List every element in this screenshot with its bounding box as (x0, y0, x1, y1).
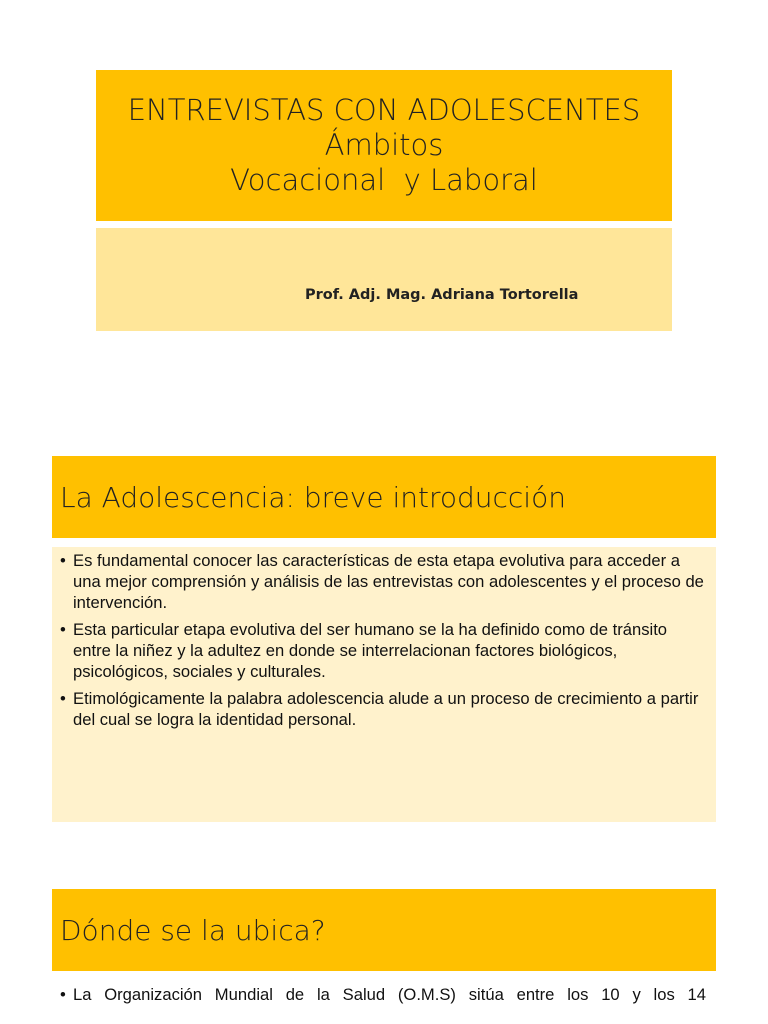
slide3-bullet-1: • La Organización Mundial de la Salud (O.M.S) sitúa entre los 10 y los 14 (60, 984, 706, 1005)
author-name: Prof. Adj. Mag. Adriana Tortorella (305, 287, 579, 303)
slide1-title-line-3: Vocacional y Laboral (230, 163, 538, 197)
slide1-title-line-1: ENTREVISTAS CON ADOLESCENTES (127, 93, 641, 127)
slide3-body (52, 981, 716, 1024)
slide3-title: Dónde se la ubica? (60, 913, 326, 947)
slide2-bullet-1: • Es fundamental conocer las características de esta etapa evolutiva para acceder a una mejor comprensión y análisis de las entrevistas con adolescentes y el proceso de intervención. (60, 550, 706, 613)
slide2-body (52, 547, 716, 822)
slide2-title-box (52, 456, 716, 538)
slide2-bullet-list (60, 550, 706, 730)
slide2-bullet-3: • Etimológicamente la palabra adolescencia alude a un proceso de crecimiento a partir del cual se logra la identidad personal. (60, 688, 706, 730)
slide1-title-box (96, 70, 672, 221)
slide2-bullet-2: • Esta particular etapa evolutiva del ser humano se la ha definido como de tránsito entre la niñez y la adultez en donde se interrelacionan factores biológicos, psicológicos, sociales y culturales. (60, 619, 706, 682)
slide1-title-line-2: Ámbitos (324, 128, 444, 162)
slide1-subtitle-box (96, 228, 672, 331)
slide3-title-box (52, 889, 716, 971)
slide3-bullet-list (60, 984, 706, 1005)
slide2-title: La Adolescencia: breve introducción (60, 480, 566, 514)
